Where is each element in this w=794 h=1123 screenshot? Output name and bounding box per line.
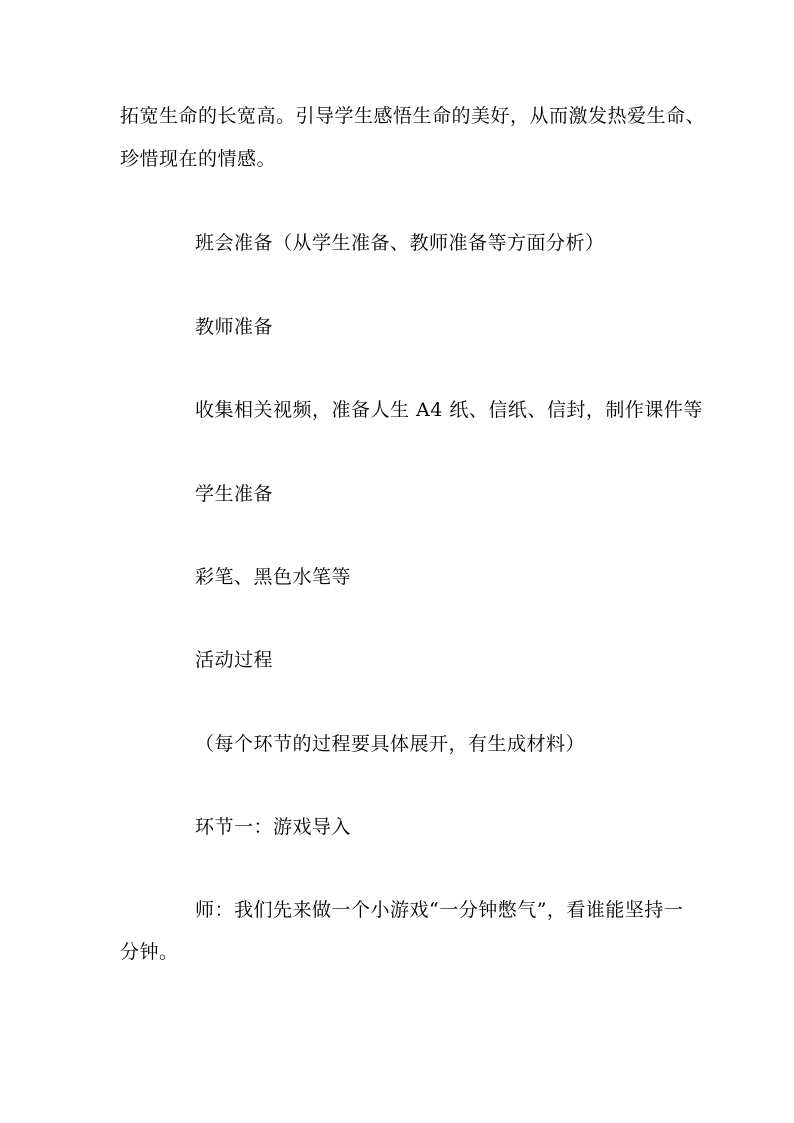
section-heading: 班会准备（从学生准备、教师准备等方面分析） [195, 232, 605, 254]
subheading: 学生准备 [195, 483, 274, 505]
subheading: 环节一：游戏导入 [195, 816, 352, 838]
subheading: 教师准备 [195, 316, 274, 338]
paragraph-line: 收集相关视频，准备人生 A4 纸、信纸、信封，制作课件等 [195, 399, 703, 421]
paragraph-line: 分钟。 [120, 941, 179, 963]
paragraph-line: （每个环节的过程要具体展开，有生成材料） [195, 733, 586, 755]
paragraph-line: 拓宽生命的长宽高。引导学生感悟生命的美好，从而激发热爱生命、 [120, 105, 706, 127]
paragraph-line: 珍惜现在的情感。 [120, 148, 277, 170]
paragraph-line: 师：我们先来做一个小游戏“一分钟憋气”，看谁能坚持一 [195, 899, 684, 921]
section-heading: 活动过程 [195, 649, 274, 671]
paragraph-line: 彩笔、黑色水笔等 [195, 566, 352, 588]
